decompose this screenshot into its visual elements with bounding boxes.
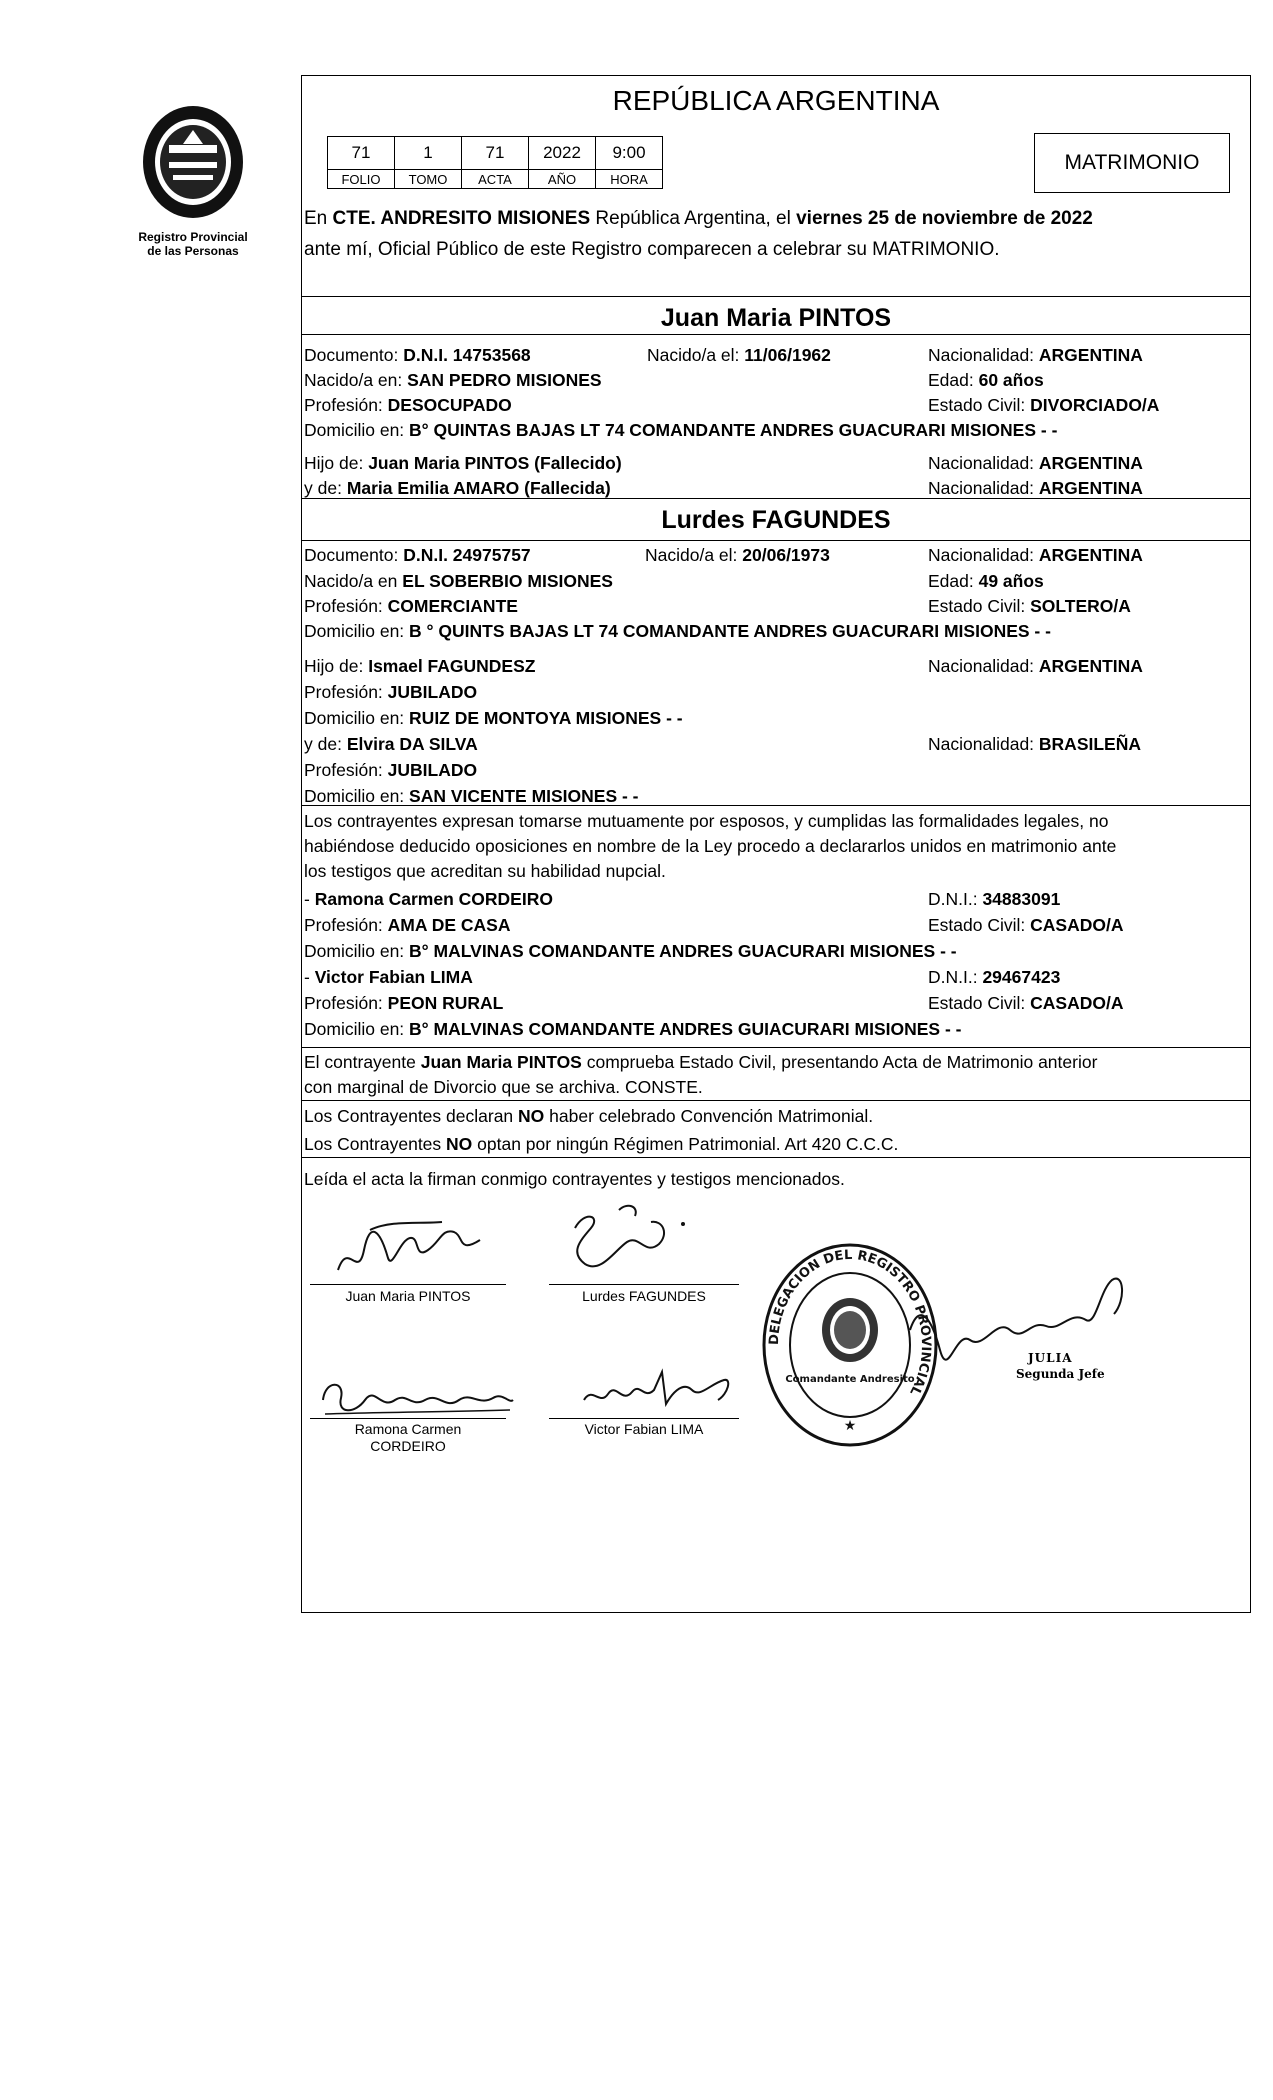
testigo1-civil bbox=[928, 915, 1123, 935]
hora-value: 9:00 bbox=[596, 137, 663, 170]
c1-mother bbox=[304, 478, 611, 498]
testigo1-civil-value: CASADO/A bbox=[1030, 915, 1124, 935]
c2-nac bbox=[928, 545, 1143, 565]
conv-text: optan por ningún Régimen Patrimonial. Art 420 C.C.C. bbox=[472, 1134, 899, 1154]
divider bbox=[301, 1047, 1251, 1048]
testigo2-prof bbox=[304, 993, 503, 1013]
intro-date: viernes 25 de noviembre de 2022 bbox=[796, 208, 1093, 229]
c1-father-nac bbox=[928, 453, 1143, 473]
signature-pintos bbox=[330, 1210, 490, 1285]
testigo1-name bbox=[304, 889, 553, 909]
logo-caption-line2: de las Personas bbox=[147, 244, 239, 258]
testigo1-dni bbox=[928, 889, 1060, 909]
label: Profesión: bbox=[304, 993, 388, 1013]
label: Estado Civil: bbox=[928, 395, 1031, 415]
c2-father-nac bbox=[928, 656, 1143, 676]
label: Nacido/a el: bbox=[645, 545, 743, 565]
testigo1-prof bbox=[304, 915, 510, 935]
c1-age bbox=[928, 370, 1044, 390]
c1-prof bbox=[304, 395, 512, 415]
c2-mother-prof bbox=[304, 760, 477, 780]
acta-type: MATRIMONIO bbox=[1064, 151, 1200, 174]
signature-label-lima: Victor Fabian LIMA bbox=[584, 1421, 704, 1437]
label: Hijo de: bbox=[304, 453, 369, 473]
signature-cordeiro bbox=[315, 1370, 515, 1425]
label: Domicilio en: bbox=[304, 786, 410, 806]
stamp-ring-text: DELEGACION DEL REGISTRO PROVINCIAL bbox=[766, 1247, 934, 1398]
signature-fagundes bbox=[555, 1198, 695, 1283]
label: Profesión: bbox=[304, 395, 388, 415]
c1-born bbox=[647, 345, 831, 365]
label: Nacido/a en bbox=[304, 571, 403, 591]
signature-label-cordeiro-line1: Ramona Carmen bbox=[354, 1421, 462, 1437]
anio-label: AÑO bbox=[529, 170, 596, 189]
divider bbox=[301, 1100, 1251, 1101]
testigo1-dni-value: 34883091 bbox=[982, 889, 1061, 909]
c2-mother-nac bbox=[928, 734, 1141, 754]
nota-text: comprueba Estado Civil, presentando Acta de Matrimonio anterior bbox=[581, 1052, 1098, 1072]
testigo1-dom-value: B° MALVINAS COMANDANTE ANDRES GUACURARI MISIONES - - bbox=[409, 941, 957, 961]
folio-label: FOLIO bbox=[328, 170, 395, 189]
label: Documento: bbox=[304, 345, 404, 365]
label: Nacionalidad: bbox=[928, 453, 1039, 473]
signature-label-cordeiro-line2: CORDEIRO bbox=[370, 1438, 446, 1454]
tomo-value: 1 bbox=[395, 137, 462, 170]
label: Edad: bbox=[928, 571, 979, 591]
c2-born bbox=[645, 545, 830, 565]
anio-value: 2022 bbox=[529, 137, 596, 170]
divider bbox=[301, 1157, 1251, 1158]
stamp-inner-text: Comandante Andresito bbox=[785, 1374, 915, 1385]
logo-caption bbox=[118, 230, 268, 258]
c1-dom-value: B° QUINTAS BAJAS LT 74 COMANDANTE ANDRES GUACURARI MISIONES - - bbox=[409, 420, 1058, 440]
c1-born-value: 11/06/1962 bbox=[744, 345, 831, 365]
tomo-label: TOMO bbox=[395, 170, 462, 189]
label: Domicilio en: bbox=[304, 420, 410, 440]
c2-mother-dom-value: SAN VICENTE MISIONES - - bbox=[409, 786, 639, 806]
conv-no: NO bbox=[518, 1106, 545, 1126]
c2-mother-prof-value: JUBILADO bbox=[387, 760, 478, 780]
divider bbox=[301, 540, 1251, 541]
acta-value: 71 bbox=[462, 137, 529, 170]
contrayente2-name: Lurdes FAGUNDES bbox=[661, 506, 891, 534]
c2-mother bbox=[304, 734, 478, 754]
label: Nacionalidad: bbox=[928, 545, 1039, 565]
testigo2-dom-value: B° MALVINAS COMANDANTE ANDRES GUIACURARI MISIONES - - bbox=[409, 1019, 962, 1039]
label: Nacionalidad: bbox=[928, 734, 1039, 754]
c2-father-prof bbox=[304, 682, 477, 702]
testigo2-civil-value: CASADO/A bbox=[1030, 993, 1124, 1013]
logo-caption-line1: Registro Provincial bbox=[138, 230, 248, 244]
c1-father-value: Juan Maria PINTOS (Fallecido) bbox=[368, 453, 622, 473]
label: y de: bbox=[304, 478, 347, 498]
c1-civil-value: DIVORCIADO/A bbox=[1030, 395, 1160, 415]
testigo1-prof-value: AMA DE CASA bbox=[387, 915, 511, 935]
intro-text: República Argentina, el bbox=[590, 208, 797, 229]
label: Profesión: bbox=[304, 682, 388, 702]
c2-civil-value: SOLTERO/A bbox=[1030, 596, 1131, 616]
acta-meta-table bbox=[327, 136, 663, 189]
label: Estado Civil: bbox=[928, 915, 1031, 935]
page-title: REPÚBLICA ARGENTINA bbox=[612, 85, 940, 116]
label: Hijo de: bbox=[304, 656, 369, 676]
c1-age-value: 60 años bbox=[978, 370, 1044, 390]
c2-age-value: 49 años bbox=[978, 571, 1044, 591]
testigo2-name bbox=[304, 967, 473, 987]
c2-age bbox=[928, 571, 1044, 591]
divider bbox=[301, 334, 1251, 335]
c2-father-value: Ismael FAGUNDESZ bbox=[368, 656, 536, 676]
c2-mother-dom bbox=[304, 786, 639, 806]
signature-label-cordeiro bbox=[310, 1421, 506, 1455]
c1-civil bbox=[928, 395, 1159, 415]
signature-line bbox=[310, 1284, 506, 1285]
convencion-line1 bbox=[304, 1106, 873, 1126]
official-role: Segunda Jefe bbox=[1016, 1367, 1105, 1381]
c1-nac bbox=[928, 345, 1143, 365]
star-icon: ★ bbox=[843, 1417, 857, 1433]
c2-nac-value: ARGENTINA bbox=[1038, 545, 1143, 565]
nota-estado-line1 bbox=[304, 1052, 1097, 1072]
registro-logo bbox=[133, 100, 253, 225]
list-bullet: - bbox=[304, 889, 315, 909]
c2-father-dom-value: RUIZ DE MONTOYA MISIONES - - bbox=[409, 708, 683, 728]
c2-place-value: EL SOBERBIO MISIONES bbox=[402, 571, 613, 591]
c1-doc-value: D.N.I. 14753568 bbox=[403, 345, 531, 365]
testigo2-dni-value: 29467423 bbox=[982, 967, 1061, 987]
label: Nacido/a en: bbox=[304, 370, 408, 390]
c2-doc bbox=[304, 545, 531, 565]
list-bullet: - bbox=[304, 967, 315, 987]
c1-father bbox=[304, 453, 622, 473]
signature-label-fagundes: Lurdes FAGUNDES bbox=[582, 1288, 706, 1304]
signature-line bbox=[549, 1284, 739, 1285]
signature-line bbox=[310, 1418, 506, 1419]
c1-place bbox=[304, 370, 602, 390]
conv-text: Los Contrayentes declaran bbox=[304, 1106, 519, 1126]
c1-doc bbox=[304, 345, 531, 365]
c2-born-value: 20/06/1973 bbox=[742, 545, 830, 565]
nota-text: El contrayente bbox=[304, 1052, 421, 1072]
contrayente1-name: Juan Maria PINTOS bbox=[660, 304, 892, 332]
c1-mother-value: Maria Emilia AMARO (Fallecida) bbox=[346, 478, 611, 498]
label: D.N.I.: bbox=[928, 889, 983, 909]
c2-prof bbox=[304, 596, 518, 616]
label: Profesión: bbox=[304, 596, 388, 616]
nota-name: Juan Maria PINTOS bbox=[420, 1052, 582, 1072]
signature-line bbox=[549, 1418, 739, 1419]
divider bbox=[301, 296, 1251, 297]
label: Estado Civil: bbox=[928, 993, 1031, 1013]
c1-father-nac-value: ARGENTINA bbox=[1038, 453, 1143, 473]
c2-civil bbox=[928, 596, 1131, 616]
c1-nac-value: ARGENTINA bbox=[1038, 345, 1143, 365]
label: Domicilio en: bbox=[304, 708, 410, 728]
c2-mother-nac-value: BRASILEÑA bbox=[1038, 734, 1141, 754]
label: D.N.I.: bbox=[928, 967, 983, 987]
declaracion-line1: Los contrayentes expresan tomarse mutuamente por esposos, y cumplidas las formalidades legales, no bbox=[304, 811, 1109, 831]
label: Domicilio en: bbox=[304, 1019, 410, 1039]
label: Domicilio en: bbox=[304, 621, 410, 641]
signature-label-pintos: Juan Maria PINTOS bbox=[345, 1288, 471, 1304]
label: Edad: bbox=[928, 370, 979, 390]
nota-estado-line2: con marginal de Divorcio que se archiva. CONSTE. bbox=[304, 1077, 703, 1097]
c2-father bbox=[304, 656, 535, 676]
c1-prof-value: DESOCUPADO bbox=[387, 395, 512, 415]
c1-place-value: SAN PEDRO MISIONES bbox=[407, 370, 602, 390]
testigo2-dom bbox=[304, 1019, 961, 1039]
c2-father-dom bbox=[304, 708, 683, 728]
c2-father-prof-value: JUBILADO bbox=[387, 682, 478, 702]
c2-mother-value: Elvira DA SILVA bbox=[346, 734, 478, 754]
c2-dom-value: B ° QUINTS BAJAS LT 74 COMANDANTE ANDRES GUACURARI MISIONES - - bbox=[409, 621, 1051, 641]
label: Documento: bbox=[304, 545, 404, 565]
cierre-text: Leída el acta la firman conmigo contrayentes y testigos mencionados. bbox=[304, 1169, 845, 1189]
c1-dom bbox=[304, 420, 1057, 440]
label: Profesión: bbox=[304, 760, 388, 780]
declaracion-line3: los testigos que acreditan su habilidad nupcial. bbox=[304, 861, 666, 881]
intro-line1 bbox=[304, 208, 1093, 230]
label: Profesión: bbox=[304, 915, 388, 935]
c2-prof-value: COMERCIANTE bbox=[387, 596, 518, 616]
intro-text: En bbox=[304, 208, 333, 229]
testigo2-name-value: Victor Fabian LIMA bbox=[314, 967, 473, 987]
c1-mother-nac bbox=[928, 478, 1143, 498]
label: y de: bbox=[304, 734, 347, 754]
conv-text: Los Contrayentes bbox=[304, 1134, 447, 1154]
c1-mother-nac-value: ARGENTINA bbox=[1038, 478, 1143, 498]
intro-place: CTE. ANDRESITO MISIONES bbox=[332, 208, 591, 229]
c2-doc-value: D.N.I. 24975757 bbox=[403, 545, 531, 565]
testigo2-dni bbox=[928, 967, 1060, 987]
c2-dom bbox=[304, 621, 1051, 641]
label: Nacionalidad: bbox=[928, 345, 1039, 365]
convencion-line2 bbox=[304, 1134, 898, 1154]
label: Estado Civil: bbox=[928, 596, 1031, 616]
hora-label: HORA bbox=[596, 170, 663, 189]
testigo2-prof-value: PEON RURAL bbox=[387, 993, 504, 1013]
signature-lima bbox=[578, 1360, 738, 1420]
testigo1-dom bbox=[304, 941, 957, 961]
intro-line2: ante mí, Oficial Público de este Registro comparecen a celebrar su MATRIMONIO. bbox=[304, 239, 1000, 260]
declaracion-line2: habiéndose deducido oposiciones en nombre de la Ley procedo a declararlos unidos en matrimonio ante bbox=[304, 836, 1117, 856]
signature-official bbox=[900, 1270, 1140, 1420]
label: Nacionalidad: bbox=[928, 656, 1039, 676]
conv-text: haber celebrado Convención Matrimonial. bbox=[544, 1106, 874, 1126]
testigo2-civil bbox=[928, 993, 1123, 1013]
conv-no: NO bbox=[446, 1134, 473, 1154]
divider bbox=[301, 498, 1251, 499]
c2-father-nac-value: ARGENTINA bbox=[1038, 656, 1143, 676]
label: Nacido/a el: bbox=[647, 345, 745, 365]
label: Nacionalidad: bbox=[928, 478, 1039, 498]
official-name: JULIA bbox=[1028, 1351, 1073, 1365]
label: Domicilio en: bbox=[304, 941, 410, 961]
folio-value: 71 bbox=[328, 137, 395, 170]
testigo1-name-value: Ramona Carmen CORDEIRO bbox=[314, 889, 553, 909]
c2-place bbox=[304, 571, 613, 591]
acta-type-box bbox=[1034, 133, 1230, 193]
acta-label: ACTA bbox=[462, 170, 529, 189]
official-stamp-text bbox=[988, 1350, 1158, 1382]
